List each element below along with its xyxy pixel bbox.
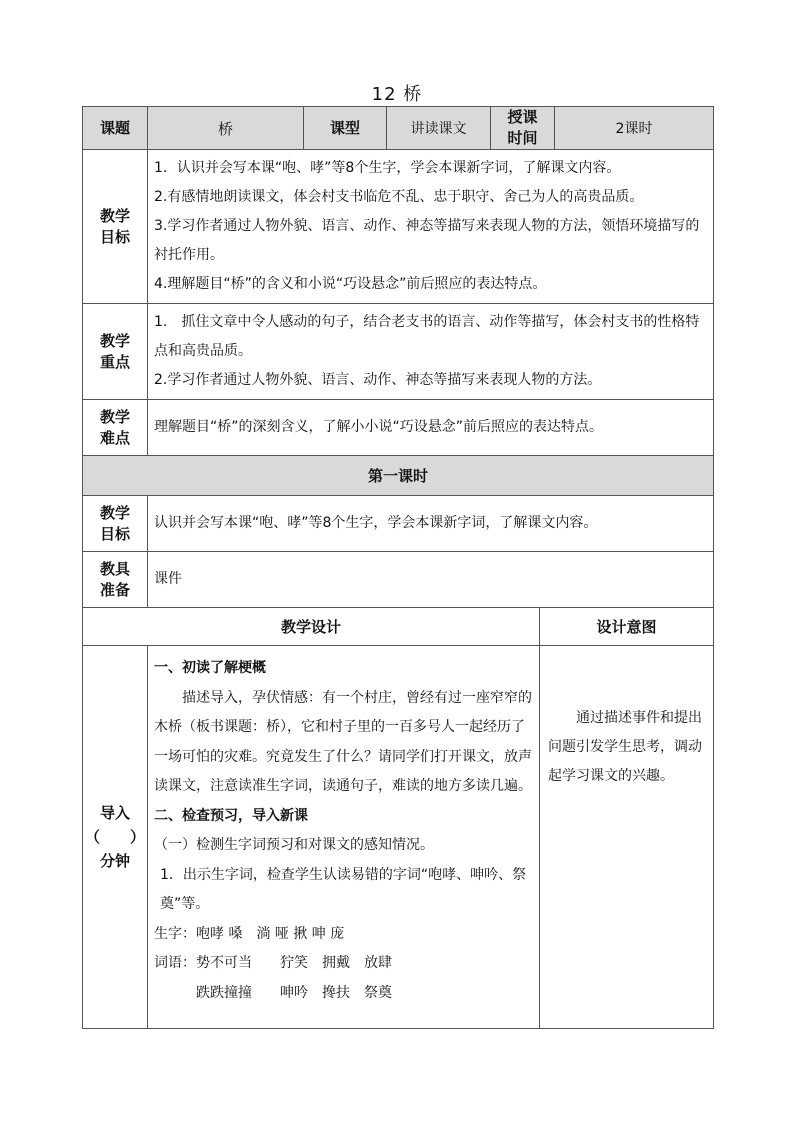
intent-column-header: 设计意图 (540, 608, 714, 646)
key-point-item-2: 2.学习作者通过人物外貌、语言、动作、神态等描写来表现人物的方法。 (154, 372, 602, 388)
lesson-goal-label-line-2: 目标 (99, 524, 130, 543)
goal-item-3: 3.学习作者通过人物外貌、语言、动作、神态等描写来表现人物的方法，领悟环境描写的衬托作用。 (154, 218, 700, 263)
goals-label-line-1: 教学 (99, 206, 130, 225)
lesson-goal-label-line-1: 教学 (99, 503, 130, 522)
key-points-label (83, 304, 148, 400)
intro-intent-content: 通过描述事件和提出问题引发学生思考，调动起学习课文的兴趣。 (540, 646, 714, 1029)
difficulties-label-line-2: 难点 (99, 428, 130, 447)
goals-row (83, 150, 714, 304)
goals-label (83, 150, 148, 304)
intro-label-line-3: 分钟 (99, 852, 130, 870)
key-points-row (83, 304, 714, 400)
intro-chars-line: 生字：咆哮 嗓 淌 哑 揪 呻 庞 (154, 925, 345, 942)
lesson-plan-table (82, 106, 714, 1029)
time-label-line-2: 时间 (507, 129, 538, 147)
difficulties-content: 理解题目“桥”的深刻含义，了解小小说“巧设悬念”前后照应的表达特点。 (148, 400, 714, 456)
type-label: 课型 (304, 107, 387, 150)
intro-section-row (83, 646, 714, 1029)
key-point-item-1: 1. 抓住文章中令人感动的句子，结合老支书的语言、动作等描写，体会村支书的性格特点和高贵品质。 (154, 314, 700, 359)
lesson-one-heading: 第一课时 (83, 456, 714, 496)
lesson-one-heading-row (83, 456, 714, 496)
type-value: 讲读课文 (387, 107, 491, 150)
difficulties-row (83, 400, 714, 456)
key-points-content (148, 304, 714, 400)
key-points-label-line-2: 重点 (99, 352, 130, 371)
lesson-goal-content: 认识并会写本课“咆、哮”等8个生字，学会本课新字词，了解课文内容。 (148, 496, 714, 552)
teaching-aids-label (83, 552, 148, 608)
teaching-aids-content: 课件 (148, 552, 714, 608)
difficulties-label-line-1: 教学 (99, 407, 130, 426)
goal-item-4: 4.理解题目“桥”的含义和小说“巧设悬念”前后照应的表达特点。 (154, 276, 547, 292)
teaching-aids-label-line-2: 准备 (99, 580, 130, 599)
intro-heading-2: 二、检查预习，导入新课 (154, 807, 308, 824)
goal-item-2: 2.有感情地朗读课文，体会村支书临危不乱、忠于职守、舍己为人的高贵品质。 (154, 189, 644, 205)
key-points-label-line-1: 教学 (99, 331, 130, 350)
intro-heading-1: 一、初读了解梗概 (154, 660, 266, 676)
intro-design-content (148, 646, 540, 1029)
intro-step-1: 1．出示生字词，检查学生认读易错的字词“咆哮、呻吟、祭奠”等。 (160, 866, 527, 912)
difficulties-label (83, 400, 148, 456)
document-title: 12 桥 (371, 84, 423, 105)
header-row (83, 107, 714, 150)
lesson-goal-row (83, 496, 714, 552)
intro-words-line-2: 跌跌撞撞 呻吟 搀扶 祭奠 (154, 984, 392, 1001)
intro-words-line-1: 词语：势不可当 狞笑 拥戴 放肆 (154, 955, 392, 971)
time-label (491, 107, 555, 150)
intro-paragraph-1: 描述导入，孕伏情感：有一个村庄，曾经有过一座窄窄的木桥（板书课题：桥），它和村子里的一百多号人一起经历了一场可怕的灾难。究竟发生了什么？请同学们打开课文，放声读课文，注意读准生字词，读通句子，难读的地方多读几遍。 (154, 689, 532, 794)
teaching-aids-label-line-1: 教具 (99, 559, 130, 578)
intro-subheading-1: （一）检测生字词预习和对课文的感知情况。 (154, 837, 434, 853)
time-value: 2课时 (555, 107, 714, 150)
topic-value: 桥 (148, 107, 304, 150)
design-header-row (83, 608, 714, 646)
teaching-aids-row (83, 552, 714, 608)
topic-label: 课题 (83, 107, 148, 150)
design-column-header: 教学设计 (83, 608, 540, 646)
goals-content (148, 150, 714, 304)
intro-label (83, 646, 148, 1029)
goals-label-line-2: 目标 (99, 227, 130, 246)
intro-label-line-1: 导入 (99, 804, 130, 822)
intro-label-line-2: （ ） (84, 828, 145, 846)
lesson-goal-label (83, 496, 148, 552)
goal-item-1: 1．认识并会写本课“咆、哮”等8个生字，学会本课新字词，了解课文内容。 (154, 160, 621, 176)
time-label-line-1: 授课 (507, 108, 538, 126)
